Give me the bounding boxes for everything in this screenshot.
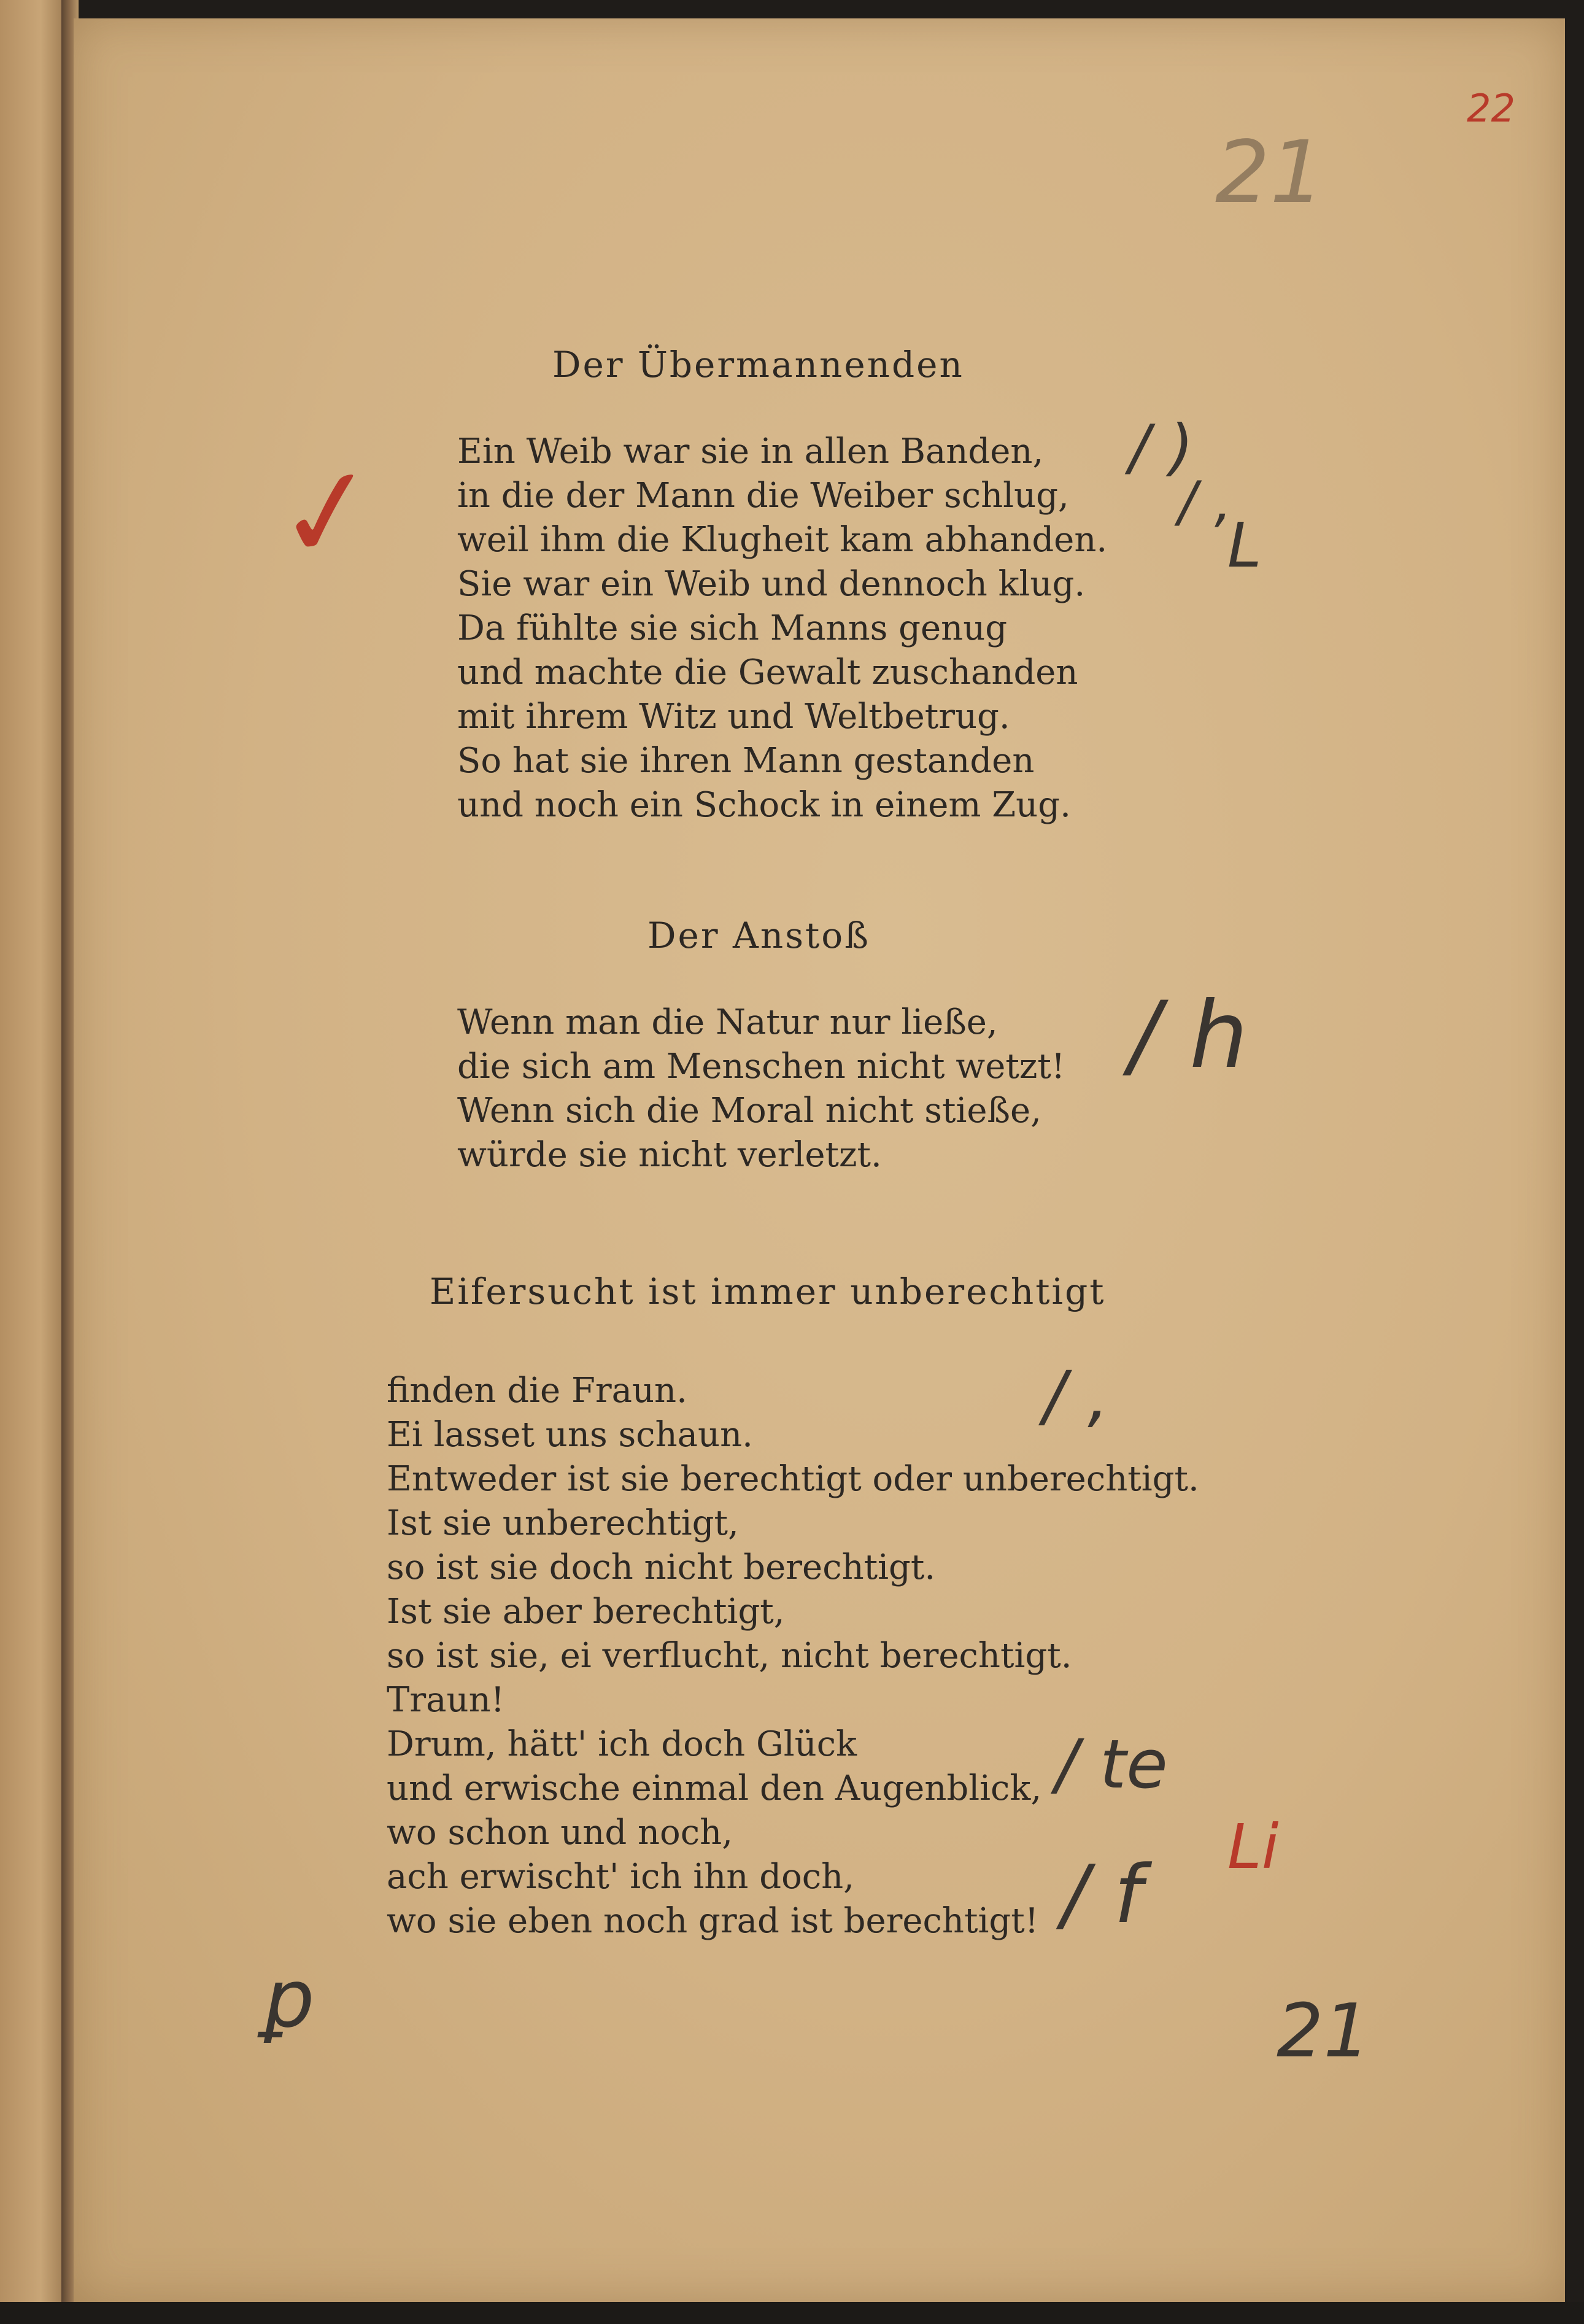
poem-title-3: Eifersucht ist immer unberechtigt: [430, 1271, 1106, 1312]
margin-mark-poem3-line2: / ,: [1043, 1357, 1109, 1435]
poem-2-line: würde sie nicht verletzt.: [457, 1135, 882, 1175]
poem-2-line: Wenn sich die Moral nicht stieße,: [457, 1091, 1041, 1131]
poem-3-line: Ist sie unberechtigt,: [387, 1503, 739, 1543]
page-number-pencil-top: 21: [1215, 123, 1325, 223]
poem-1-line: Da fühlte sie sich Manns genug: [457, 608, 1008, 648]
page-bottom-edge: [0, 2302, 1584, 2324]
page-number-pencil-bottom: 21: [1277, 1989, 1370, 2074]
poem-3-line: wo sie eben noch grad ist berechtigt!: [387, 1901, 1039, 1941]
margin-mark-poem3-line12-red: Li: [1227, 1811, 1279, 1883]
poem-1-line: So hat sie ihren Mann gestanden: [457, 741, 1035, 781]
poem-1-line: Ein Weib war sie in allen Banden,: [457, 432, 1044, 471]
margin-mark-poem1-line3: L: [1227, 509, 1262, 581]
poem-1-line: weil ihm die Klugheit kam abhanden.: [457, 520, 1108, 560]
poem-3-line: Drum, hätt' ich doch Glück: [387, 1724, 857, 1764]
poem-title-2: Der Anstoß: [647, 915, 870, 956]
margin-mark-poem3-line13: / f: [1062, 1848, 1142, 1941]
margin-mark-poem1-line2: / ,: [1178, 470, 1232, 534]
red-check-mark: ✓: [266, 435, 388, 592]
bottom-left-scribble-icon: ꝑ: [264, 1952, 315, 2045]
facing-page-edge: [0, 0, 68, 2324]
poem-1-line: Sie war ein Weib und dennoch klug.: [457, 564, 1086, 604]
margin-mark-poem3-line10: / te: [1056, 1725, 1168, 1803]
poem-3-line: Traun!: [387, 1680, 505, 1720]
poem-2-line: Wenn man die Natur nur ließe,: [457, 1002, 998, 1042]
poem-3-line: finden die Fraun.: [387, 1371, 687, 1411]
poem-1-line: und machte die Gewalt zuschanden: [457, 653, 1078, 692]
poem-title-1: Der Übermannenden: [552, 344, 964, 385]
poem-body-1: [457, 430, 1107, 827]
poem-3-line: so ist sie doch nicht berechtigt.: [387, 1547, 936, 1587]
poem-3-line: Ist sie aber berechtigt,: [387, 1592, 785, 1632]
poem-3-line: ach erwischt' ich ihn doch,: [387, 1857, 855, 1897]
poem-1-line: mit ihrem Witz und Weltbetrug.: [457, 697, 1010, 737]
book-page: [74, 18, 1565, 2302]
poem-3-line: und erwische einmal den Augenblick,: [387, 1768, 1042, 1808]
margin-mark-poem2-line2: / h: [1129, 982, 1248, 1089]
poem-1-line: und noch ein Schock in einem Zug.: [457, 785, 1071, 825]
poem-2-line: die sich am Menschen nicht wetzt!: [457, 1047, 1065, 1086]
poem-3-line: Ei lasset uns schaun.: [387, 1415, 753, 1455]
poem-1-line: in die der Mann die Weiber schlug,: [457, 476, 1069, 516]
poem-3-line: Entweder ist sie berechtigt oder unberechtigt.: [387, 1459, 1199, 1499]
poem-3-line: so ist sie, ei verflucht, nicht berechtigt.: [387, 1636, 1072, 1676]
poem-body-2: [457, 1001, 1065, 1177]
page-number-red: 22: [1467, 86, 1515, 131]
poem-3-line: wo schon und noch,: [387, 1813, 733, 1853]
margin-mark-poem1-line1: / ): [1129, 411, 1194, 483]
